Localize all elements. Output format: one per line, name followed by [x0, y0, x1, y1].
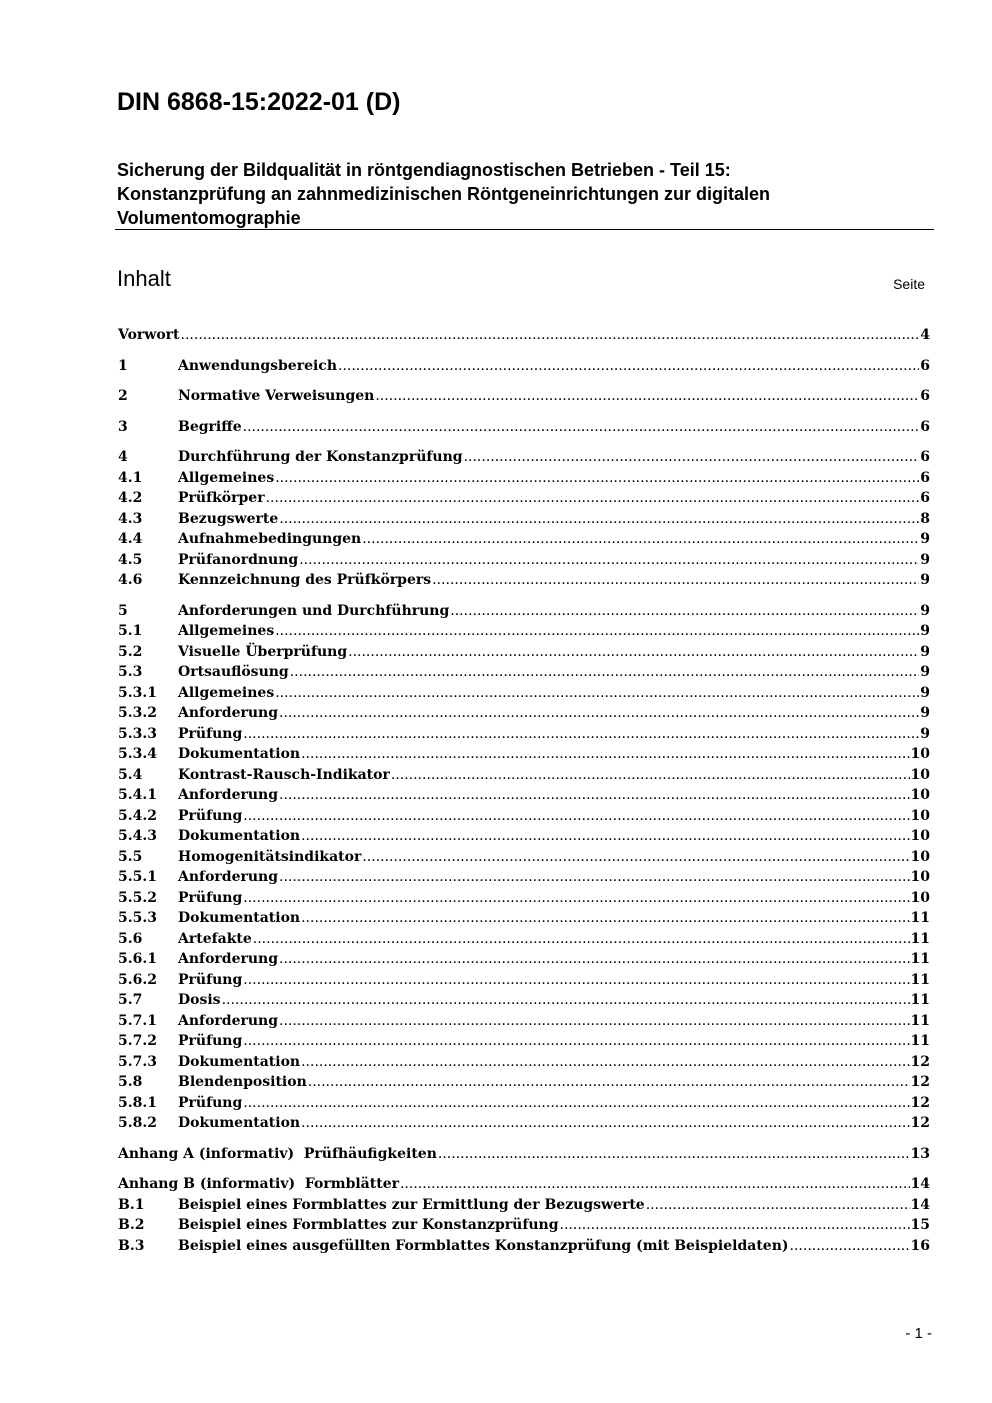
toc-entry[interactable]: [118, 642, 930, 663]
dot-leader: [362, 529, 919, 550]
title-line: Volumentomographie: [117, 208, 301, 228]
toc-entry[interactable]: [118, 529, 930, 550]
toc-entry-page: 12: [910, 1094, 930, 1111]
toc-entry-label: Prüfung: [178, 971, 243, 988]
toc-entry-label: Kennzeichnung des Prüfkörpers: [178, 572, 432, 588]
toc-entry-number: 5: [118, 602, 128, 619]
toc-entry-number: 5.1: [118, 623, 143, 639]
toc-entry-page: 11: [910, 971, 930, 988]
toc-entry[interactable]: [118, 908, 930, 929]
toc-entry-label: Anhang A (informativ) Prüfhäufigkeiten: [118, 1145, 437, 1162]
dot-leader: [243, 970, 909, 991]
dot-leader: [400, 1174, 910, 1195]
toc-entry[interactable]: [118, 683, 930, 704]
document-id: DIN 6868-15:2022-01 (D): [117, 88, 401, 116]
dot-leader: [432, 570, 919, 591]
toc-entry-number: 4.6: [118, 572, 143, 588]
toc-entry-label: Visuelle Überprüfung: [178, 643, 348, 660]
dot-leader: [301, 826, 909, 847]
toc-entry-label: Allgemeines: [178, 623, 275, 639]
toc-entry-page: 9: [920, 623, 930, 639]
toc-entry-label: Vorwort: [118, 327, 180, 343]
toc-entry[interactable]: [118, 1072, 930, 1093]
toc-entry-label: Anhang B (informativ) Formblätter: [118, 1176, 399, 1192]
toc-entry[interactable]: [118, 929, 930, 950]
toc-entry-number: 5.3.2: [118, 705, 157, 721]
toc-entry[interactable]: [118, 662, 930, 683]
toc-entry-page: 9: [920, 664, 930, 680]
toc-entry[interactable]: [118, 447, 930, 468]
toc-entry[interactable]: [118, 867, 930, 888]
toc-entry-page: 9: [920, 684, 930, 701]
toc-entry-page: 6: [920, 490, 930, 506]
dot-leader: [275, 468, 919, 489]
toc-entry-number: 5.8.2: [118, 1115, 157, 1131]
dot-leader: [222, 990, 910, 1011]
dot-leader: [243, 417, 920, 438]
dot-leader: [338, 356, 919, 377]
toc-entry-label: Prüfung: [178, 807, 243, 824]
dot-leader: [243, 1031, 909, 1052]
toc-entry-number: 5.3.4: [118, 746, 157, 762]
toc-entry[interactable]: [118, 550, 930, 571]
toc-entry-label: Anforderung: [178, 705, 278, 721]
toc-entry-label: Prüfung: [178, 889, 243, 906]
toc-entry-label: Anforderung: [178, 869, 278, 885]
toc-entry-label: Normative Verweisungen: [178, 388, 375, 404]
dot-leader: [464, 447, 920, 468]
toc-entry-label: Blendenposition: [178, 1074, 307, 1090]
toc-entry[interactable]: [118, 785, 930, 806]
toc-entry-number: 5.5: [118, 848, 143, 865]
dot-leader: [438, 1144, 910, 1165]
toc-entry-number: 5.6: [118, 930, 143, 947]
toc-entry-annex-b[interactable]: [118, 1174, 930, 1195]
toc-entry[interactable]: [118, 417, 930, 438]
toc-entry-page: 9: [920, 602, 930, 619]
toc-entry-page: 11: [910, 1033, 930, 1049]
toc-entry-label: Allgemeines: [178, 469, 275, 486]
toc-entry-number: 2: [118, 388, 128, 404]
toc-entry-label: Prüfung: [178, 725, 243, 742]
toc-entry-label: Homogenitätsindikator: [178, 848, 362, 865]
toc-entry[interactable]: [118, 744, 930, 765]
toc-entry-page: 14: [910, 1196, 930, 1213]
toc-entry-label: Durchführung der Konstanzprüfung: [178, 449, 463, 465]
toc-entry-page: 10: [910, 807, 930, 824]
toc-entry[interactable]: [118, 888, 930, 909]
toc-entry[interactable]: [118, 488, 930, 509]
toc-entry-label: Bezugswerte: [178, 510, 279, 527]
toc-entry-number: 5.7.3: [118, 1053, 157, 1070]
dot-leader: [362, 847, 909, 868]
toc-entry[interactable]: [118, 765, 930, 786]
toc-entry-number: 4: [118, 449, 128, 465]
toc-entry-label: Beispiel eines ausgefüllten Formblattes Konstanzprüfung (mit Beispieldaten): [178, 1237, 789, 1254]
toc-entry-label: Anwendungsbereich: [178, 357, 337, 374]
toc-entry-label: Beispiel eines Formblattes zur Konstanzprüfung: [178, 1217, 559, 1233]
dot-leader: [560, 1215, 910, 1236]
toc-entry-number: 5.2: [118, 643, 143, 660]
dot-leader: [348, 642, 919, 663]
toc-entry[interactable]: [118, 1052, 930, 1073]
dot-leader: [275, 683, 919, 704]
title-divider: [115, 229, 934, 230]
toc-entry-page: 11: [910, 930, 930, 947]
toc-entry-label: Begriffe: [178, 418, 242, 435]
toc-entry-number: 5.6.2: [118, 971, 157, 988]
toc-entry-page: 6: [920, 449, 930, 465]
toc-entry[interactable]: [118, 703, 930, 724]
toc-entry[interactable]: [118, 990, 930, 1011]
toc-entry-number: 5.4: [118, 766, 143, 783]
dot-leader: [181, 325, 920, 346]
toc-entry-label: Anforderung: [178, 951, 278, 967]
toc-entry-number: 1: [118, 357, 128, 374]
toc-entry-number: 5.6.1: [118, 951, 157, 967]
toc-entry-number: 3: [118, 418, 128, 435]
toc-entry-label: Dosis: [178, 992, 221, 1008]
toc-entry-page: 10: [910, 848, 930, 865]
toc-entry-label: Dokumentation: [178, 910, 301, 926]
toc-entry[interactable]: [118, 847, 930, 868]
toc-entry-page: 6: [920, 388, 930, 404]
toc-entry-page: 9: [920, 725, 930, 742]
toc-entry-annex-a[interactable]: [118, 1144, 930, 1165]
toc-entry-page: 10: [910, 746, 930, 762]
toc-entry-vorwort[interactable]: [118, 325, 930, 346]
toc-entry-page: 10: [910, 828, 930, 844]
toc-entry-page: 6: [920, 357, 930, 374]
toc-entry-page: 8: [920, 510, 930, 527]
toc-entry[interactable]: [118, 621, 930, 642]
toc-entry-label: Dokumentation: [178, 1053, 301, 1070]
dot-leader: [450, 601, 919, 622]
toc-entry-label: Anforderungen und Durchführung: [178, 602, 450, 619]
toc-entry-page: 12: [910, 1053, 930, 1070]
toc-entry-page: 11: [910, 992, 930, 1008]
dot-leader: [279, 703, 919, 724]
toc-entry-page: 16: [910, 1237, 930, 1254]
toc-entry[interactable]: [118, 1215, 930, 1236]
toc-entry-label: Dokumentation: [178, 828, 301, 844]
toc-entry-label: Artefakte: [178, 930, 252, 947]
toc-entry-page: 14: [910, 1176, 930, 1192]
dot-leader: [391, 765, 910, 786]
toc-page-column-label: Seite: [893, 276, 925, 292]
dot-leader: [375, 386, 919, 407]
toc-entry-number: 4.1: [118, 469, 143, 486]
toc-entry-page: 9: [920, 572, 930, 588]
toc-entry-number: B.3: [118, 1237, 145, 1254]
toc-entry-page: 9: [920, 643, 930, 660]
toc-entry-number: 4.5: [118, 551, 143, 568]
toc-entry-label: Allgemeines: [178, 684, 275, 701]
toc-entry[interactable]: [118, 724, 930, 745]
toc-entry-number: 5.7.2: [118, 1033, 157, 1049]
toc-entry[interactable]: [118, 356, 930, 377]
toc-entry-number: 5.7: [118, 992, 143, 1008]
dot-leader: [301, 908, 909, 929]
dot-leader: [275, 621, 919, 642]
toc-entry[interactable]: [118, 468, 930, 489]
toc-entry-page: 6: [920, 469, 930, 486]
toc-entry-label: Dokumentation: [178, 746, 301, 762]
toc-entry[interactable]: [118, 949, 930, 970]
toc-entry[interactable]: [118, 1195, 930, 1216]
toc-entry-label: Aufnahmebedingungen: [178, 531, 362, 547]
dot-leader: [290, 662, 920, 683]
toc-entry-page: 10: [910, 869, 930, 885]
dot-leader: [299, 550, 919, 571]
toc-entry-page: 9: [920, 531, 930, 547]
toc-entry-label: Prüfung: [178, 1094, 243, 1111]
dot-leader: [243, 806, 909, 827]
toc-entry-label: Dokumentation: [178, 1115, 301, 1131]
toc-entry[interactable]: [118, 1093, 930, 1114]
toc-entry[interactable]: [118, 1113, 930, 1134]
toc-entry[interactable]: [118, 570, 930, 591]
dot-leader: [790, 1236, 910, 1257]
toc-entry-number: 5.4.2: [118, 807, 157, 824]
toc-entry-label: Prüfanordnung: [178, 551, 299, 568]
toc-entry[interactable]: [118, 601, 930, 622]
toc-entry-label: Beispiel eines Formblattes zur Ermittlung der Bezugswerte: [178, 1196, 645, 1213]
toc-entry-page: 12: [910, 1115, 930, 1131]
dot-leader: [279, 509, 919, 530]
dot-leader: [243, 1093, 909, 1114]
toc-entry[interactable]: [118, 509, 930, 530]
toc-entry-number: 5.3.1: [118, 684, 157, 701]
toc-entry-number: 5.8: [118, 1074, 143, 1090]
dot-leader: [279, 785, 910, 806]
toc-entry-number: B.1: [118, 1196, 145, 1213]
dot-leader: [646, 1195, 910, 1216]
toc-entry-number: 4.2: [118, 490, 143, 506]
toc-entry-page: 11: [910, 1012, 930, 1029]
dot-leader: [279, 867, 910, 888]
toc-entry-number: 4.3: [118, 510, 143, 527]
toc-entry-number: 5.5.3: [118, 910, 157, 926]
toc-entry-number: 5.8.1: [118, 1094, 157, 1111]
dot-leader: [301, 744, 909, 765]
dot-leader: [279, 1011, 910, 1032]
title-line: Konstanzprüfung an zahnmedizinischen Röntgeneinrichtungen zur digitalen: [117, 184, 771, 204]
toc-entry-page: 13: [910, 1145, 930, 1162]
toc-entry[interactable]: [118, 1031, 930, 1052]
dot-leader: [253, 929, 910, 950]
toc-entry-label: Anforderung: [178, 787, 278, 803]
page-number: - 1 -: [905, 1325, 932, 1342]
toc-entry-label: Prüfkörper: [178, 490, 265, 506]
table-of-contents: [118, 325, 930, 1256]
toc-entry-label: Prüfung: [178, 1033, 243, 1049]
toc-entry-label: Ortsauflösung: [178, 664, 289, 680]
toc-entry-page: 9: [920, 705, 930, 721]
dot-leader: [301, 1113, 909, 1134]
dot-leader: [279, 949, 910, 970]
toc-entry-number: 5.5.1: [118, 869, 157, 885]
document-title: [117, 158, 933, 230]
toc-entry-number: 5.7.1: [118, 1012, 157, 1029]
dot-leader: [301, 1052, 909, 1073]
toc-entry-page: 4: [920, 327, 930, 343]
toc-entry[interactable]: [118, 970, 930, 991]
toc-entry-page: 11: [910, 951, 930, 967]
dot-leader: [266, 488, 920, 509]
toc-entry[interactable]: [118, 386, 930, 407]
toc-heading: Inhalt: [117, 266, 171, 291]
toc-entry-page: 10: [910, 889, 930, 906]
toc-entry-number: 5.4.3: [118, 828, 157, 844]
toc-entry-number: 5.3: [118, 664, 143, 680]
toc-entry-number: 5.4.1: [118, 787, 157, 803]
toc-entry-label: Anforderung: [178, 1012, 278, 1029]
dot-leader: [243, 888, 909, 909]
toc-entry-page: 6: [920, 418, 930, 435]
toc-entry-page: 15: [910, 1217, 930, 1233]
toc-entry-number: B.2: [118, 1217, 145, 1233]
toc-entry[interactable]: [118, 806, 930, 827]
toc-entry-number: 5.3.3: [118, 725, 157, 742]
toc-entry-number: 4.4: [118, 531, 143, 547]
title-line: Sicherung der Bildqualität in röntgendiagnostischen Betrieben - Teil 15:: [117, 160, 731, 180]
toc-entry-page: 10: [910, 766, 930, 783]
toc-entry[interactable]: [118, 1011, 930, 1032]
toc-entry-page: 10: [910, 787, 930, 803]
dot-leader: [243, 724, 919, 745]
toc-entry-page: 9: [920, 551, 930, 568]
toc-entry[interactable]: [118, 1236, 930, 1257]
dot-leader: [308, 1072, 910, 1093]
toc-entry-number: 5.5.2: [118, 889, 157, 906]
toc-entry-page: 11: [910, 910, 930, 926]
toc-entry[interactable]: [118, 826, 930, 847]
toc-entry-page: 12: [910, 1074, 930, 1090]
toc-entry-label: Kontrast-Rausch-Indikator: [178, 766, 390, 783]
